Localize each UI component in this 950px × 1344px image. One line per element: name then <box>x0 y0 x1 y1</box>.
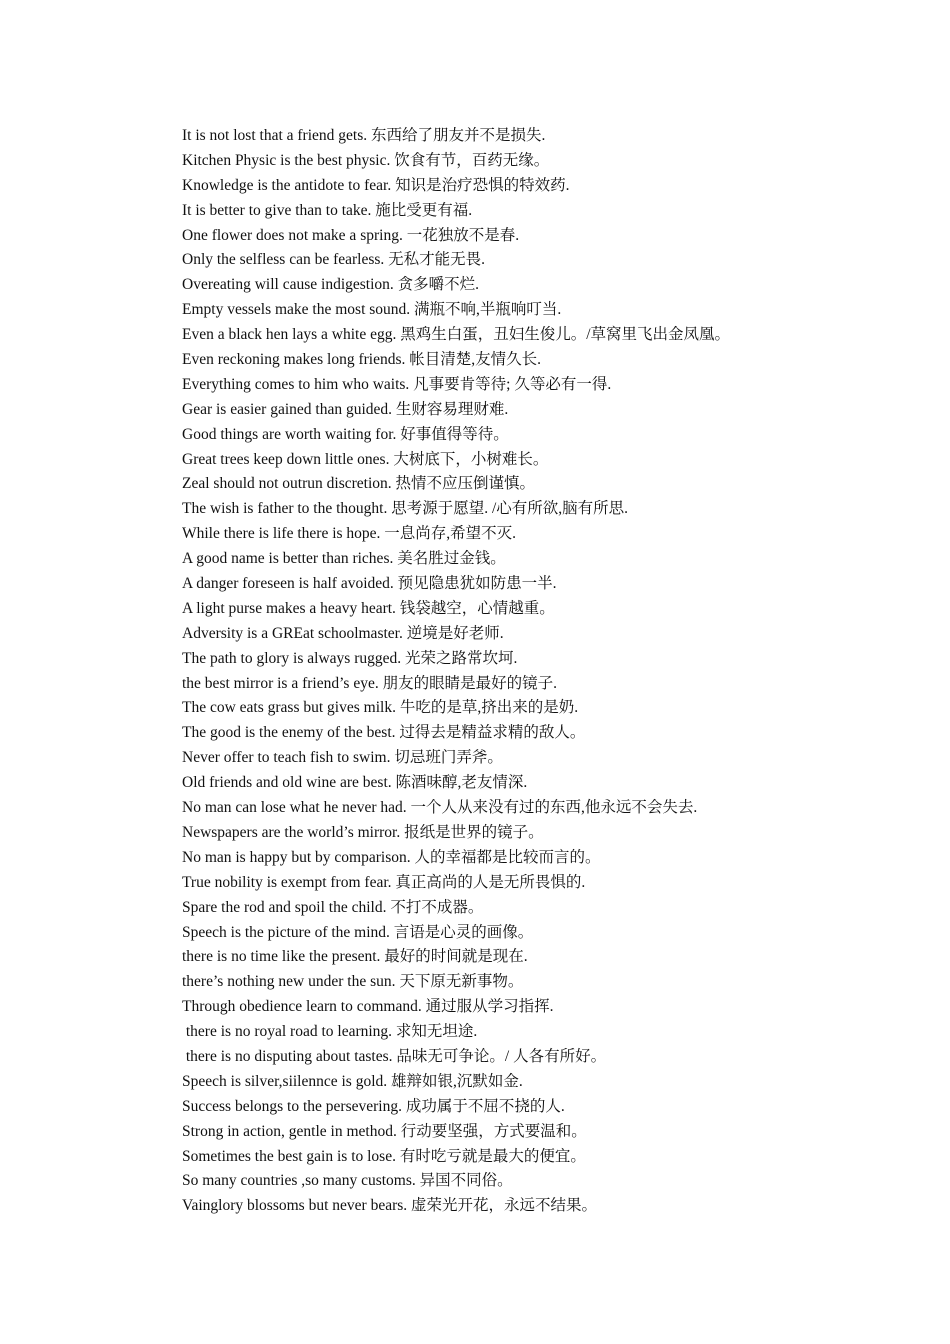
proverb-line: A good name is better than riches. 美名胜过金钱。 <box>182 550 506 568</box>
proverb-line: Only the selfless can be fearless. 无私才能无畏. <box>182 251 486 269</box>
proverb-line: Gear is easier gained than guided. 生财容易理财难. <box>182 400 509 418</box>
proverb-line: Success belongs to the persevering. 成功属于不屈不挠的人. <box>182 1097 565 1115</box>
proverb-line: Old friends and old wine are best. 陈酒味醇,老友情深. <box>182 774 528 792</box>
proverb-line: So many countries ,so many customs. 异国不同俗。 <box>182 1172 513 1190</box>
proverb-line: Speech is silver,siilennce is gold. 雄辩如银,沉默如金. <box>182 1072 523 1090</box>
proverb-line: Newspapers are the world’s mirror. 报纸是世界的镜子。 <box>182 823 544 841</box>
proverb-line: Vainglory blossoms but never bears. 虚荣光开花，永远不结果。 <box>182 1197 598 1215</box>
proverb-list <box>182 124 922 1219</box>
proverb-line: Speech is the picture of the mind. 言语是心灵的画像。 <box>182 923 534 941</box>
proverb-line: Spare the rod and spoil the child. 不打不成器。 <box>182 898 484 916</box>
proverb-line: there is no royal road to learning. 求知无坦途. <box>182 1023 478 1041</box>
proverb-line: there is no disputing about tastes. 品味无可争论。/ 人各有所好。 <box>182 1047 607 1065</box>
proverb-line: A light purse makes a heavy heart. 钱袋越空，心情越重。 <box>182 599 555 617</box>
proverb-line: True nobility is exempt from fear. 真正高尚的人是无所畏惧的. <box>182 873 586 891</box>
proverb-line: Knowledge is the antidote to fear. 知识是治疗恐惧的特效药. <box>182 176 570 194</box>
proverb-line: Never offer to teach fish to swim. 切忌班门弄斧。 <box>182 749 503 767</box>
proverb-line: Strong in action, gentle in method. 行动要坚强，方式要温和。 <box>182 1122 587 1140</box>
proverb-line: It is better to give than to take. 施比受更有福. <box>182 201 473 219</box>
proverb-line: there’s nothing new under the sun. 天下原无新事物。 <box>182 973 524 991</box>
proverb-line: The wish is father to the thought. 思考源于愿望. /心有所欲,脑有所思. <box>182 500 629 518</box>
proverb-line: Overeating will cause indigestion. 贪多嚼不烂. <box>182 276 480 294</box>
proverb-line: Sometimes the best gain is to lose. 有时吃亏就是最大的便宜。 <box>182 1147 586 1165</box>
proverb-line: Kitchen Physic is the best physic. 饮食有节，百药无缘。 <box>182 151 550 169</box>
proverb-line: Zeal should not outrun discretion. 热情不应压倒谨慎。 <box>182 475 536 493</box>
proverb-line: The cow eats grass but gives milk. 牛吃的是草,挤出来的是奶. <box>182 699 579 717</box>
proverb-line: there is no time like the present. 最好的时间就是现在. <box>182 948 528 966</box>
proverb-line: Adversity is a GREat schoolmaster. 逆境是好老师. <box>182 624 504 642</box>
proverb-line: the best mirror is a friend’s eye. 朋友的眼睛是最好的镜子. <box>182 674 557 692</box>
proverb-line: While there is life there is hope. 一息尚存,希望不灭. <box>182 525 517 543</box>
proverb-line: The path to glory is always rugged. 光荣之路常坎坷. <box>182 649 518 667</box>
proverb-line: A danger foreseen is half avoided. 预见隐患犹如防患一半. <box>182 575 557 593</box>
proverb-line: Even reckoning makes long friends. 帐目清楚,友情久长. <box>182 351 542 369</box>
proverb-line: It is not lost that a friend gets. 东西给了朋友并不是损失. <box>182 127 546 144</box>
proverb-line: No man can lose what he never had. 一个人从来没有过的东西,他永远不会失去. <box>182 799 698 817</box>
proverb-line: Everything comes to him who waits. 凡事要肯等待; 久等必有一得. <box>182 375 612 393</box>
proverb-line: The good is the enemy of the best. 过得去是精益求精的敌人。 <box>182 724 586 742</box>
proverb-line: Empty vessels make the most sound. 满瓶不响,半瓶响叮当. <box>182 301 562 319</box>
proverb-line: No man is happy but by comparison. 人的幸福都是比较而言的。 <box>182 848 601 866</box>
proverb-line: Through obedience learn to command. 通过服从学习指挥. <box>182 998 554 1016</box>
proverb-line: Even a black hen lays a white egg. 黑鸡生白蛋，丑妇生俊儿。/草窝里飞出金凤凰。 <box>182 326 731 344</box>
proverb-line: One flower does not make a spring. 一花独放不是春. <box>182 226 520 244</box>
proverb-line: Good things are worth waiting for. 好事值得等待。 <box>182 425 509 443</box>
proverb-line: Great trees keep down little ones. 大树底下，小树难长。 <box>182 450 549 468</box>
